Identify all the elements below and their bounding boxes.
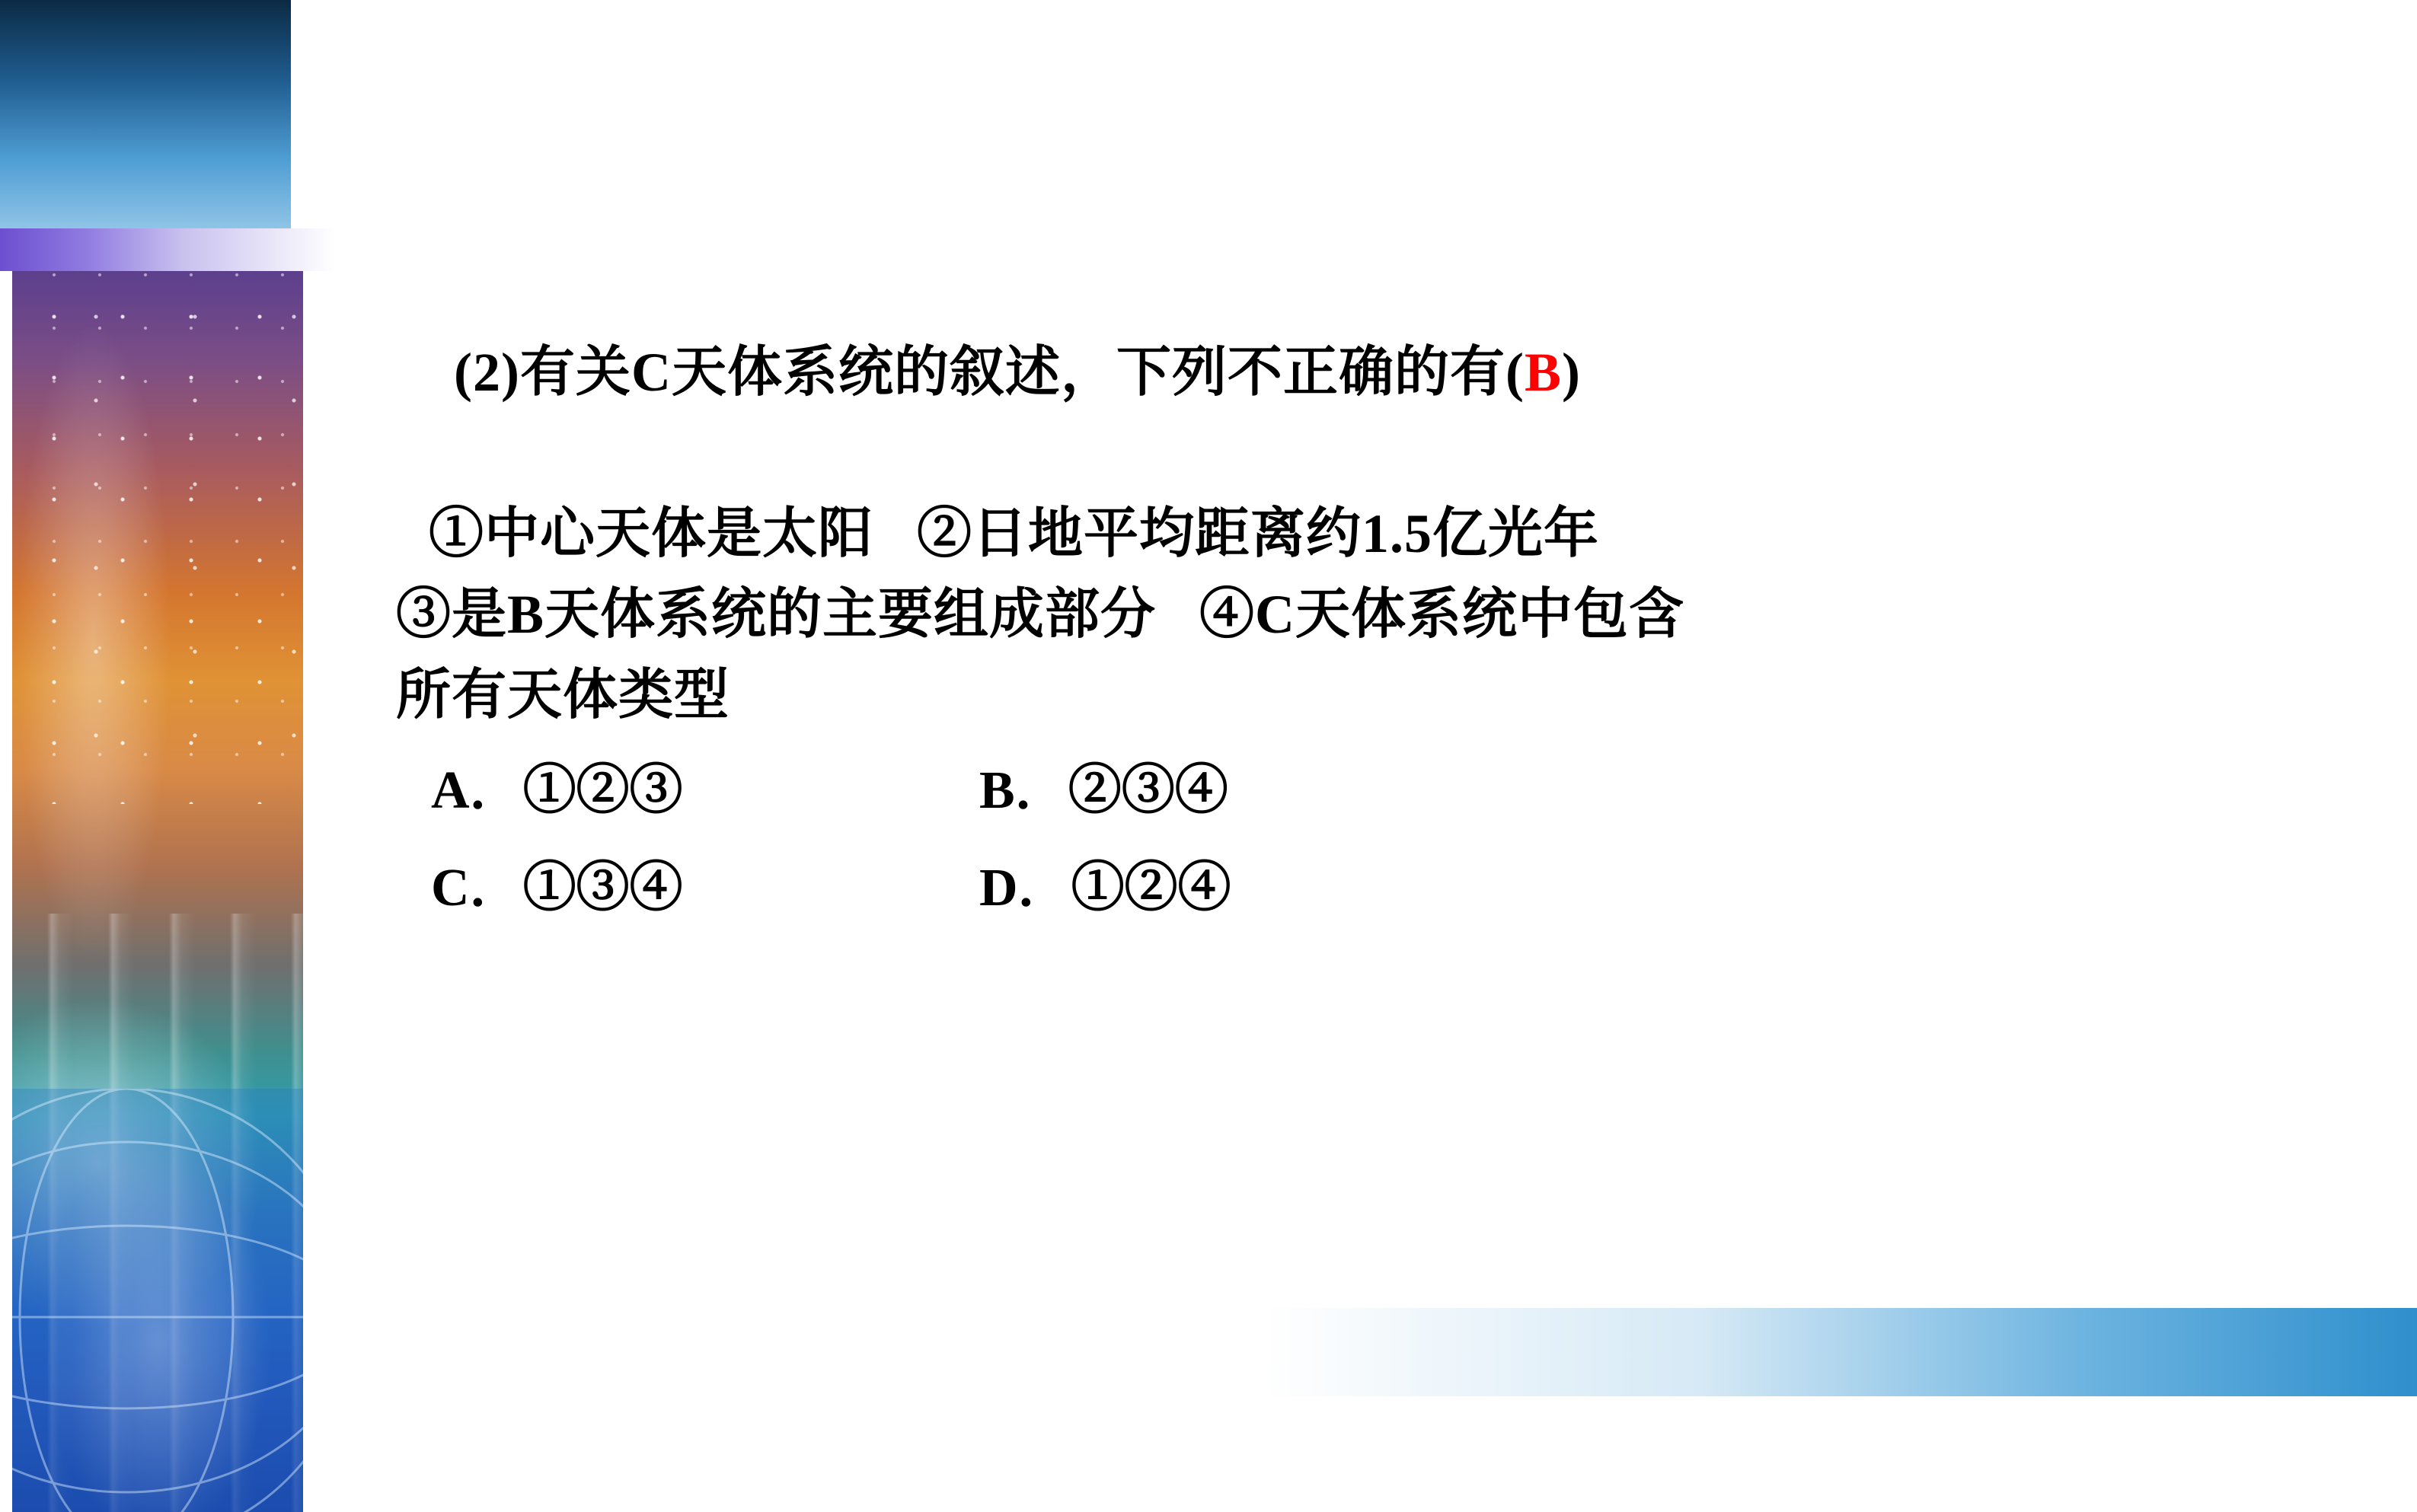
question-line — [396, 251, 2345, 493]
slide-sidebar-decoration — [0, 0, 303, 1512]
statement-line-3: 所有天体类型 — [396, 665, 730, 726]
question-text-prefix: (2)有关C天体系统的叙述，下列不正确的有( — [454, 342, 1525, 403]
option-b[interactable] — [979, 749, 1528, 833]
option-c-label: C． — [431, 859, 523, 917]
option-d-text: ①②④ — [1071, 859, 1231, 917]
statement-line-2: ③是B天体系统的主要组成部分 ④C天体系统中包含 — [396, 584, 1685, 645]
option-a[interactable] — [396, 749, 979, 833]
statement-line-1: ①中心天体是太阳 ②日地平均距离约1.5亿光年 — [414, 503, 1600, 564]
answer-key-badge: B — [1524, 342, 1562, 403]
question-text-suffix: ) — [1561, 342, 1581, 403]
options-row-1 — [396, 749, 2345, 833]
option-a-text: ①②③ — [522, 761, 683, 820]
sidebar-divider-band — [0, 228, 335, 271]
options-row-2 — [396, 847, 2345, 930]
slide-content — [396, 251, 2345, 930]
option-c[interactable] — [396, 847, 979, 930]
option-a-label: A． — [431, 761, 523, 820]
sidebar-top-gradient-block — [0, 0, 291, 228]
sidebar-stars-overlay — [12, 271, 303, 804]
bottom-gradient-bar — [1264, 1308, 2417, 1396]
option-d[interactable] — [979, 847, 1528, 930]
option-b-text: ②③④ — [1068, 761, 1228, 820]
option-b-label: B． — [979, 761, 1068, 820]
option-c-text: ①③④ — [522, 859, 683, 917]
option-d-label: D． — [979, 859, 1071, 917]
globe-grid-icon — [12, 1089, 303, 1512]
